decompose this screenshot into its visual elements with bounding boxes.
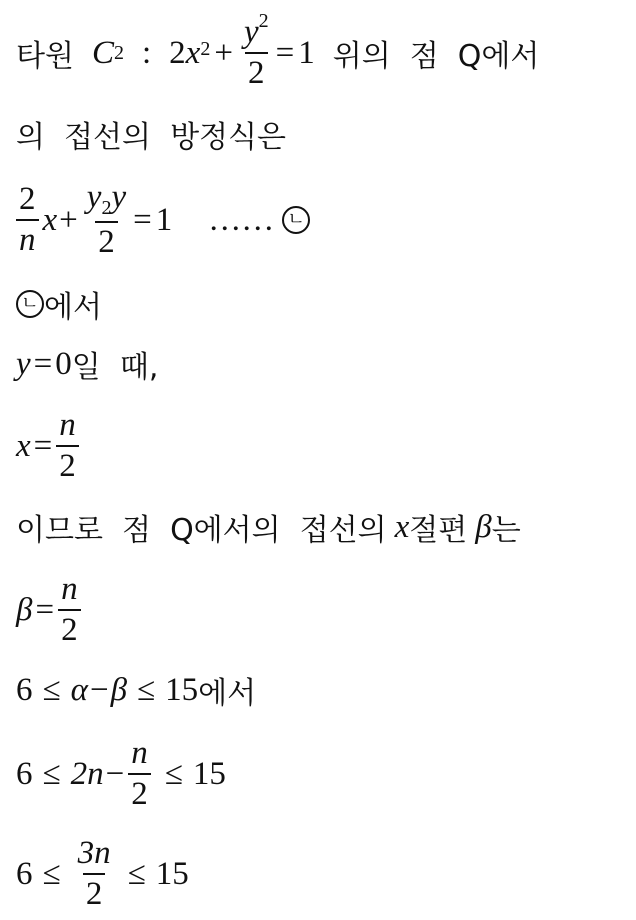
text-from: 에서 bbox=[198, 676, 257, 711]
fraction-3n-over-2 bbox=[75, 836, 114, 911]
line-from-nieun bbox=[16, 284, 102, 324]
minus-sign: − bbox=[89, 671, 109, 708]
fifteen: 15 bbox=[165, 671, 199, 708]
text-from: 에서 bbox=[44, 290, 102, 325]
var-alpha: α bbox=[70, 671, 88, 708]
plus-sign: + bbox=[59, 201, 78, 238]
equals-sign: = bbox=[133, 201, 152, 238]
text-pre: 이므로 점 Q에서의 접선의 bbox=[16, 513, 387, 548]
line-ellipse-def bbox=[16, 10, 540, 91]
var-x: x bbox=[42, 201, 58, 238]
line-ineq-2n bbox=[16, 735, 226, 812]
frac-num-exp: 2 bbox=[258, 10, 269, 33]
exp-two: 2 bbox=[200, 37, 211, 60]
six: 6 bbox=[16, 755, 33, 792]
frac-num: n bbox=[131, 735, 148, 772]
line-x-intercept bbox=[16, 505, 521, 549]
var-x: x bbox=[185, 34, 201, 71]
ellipsis: …… bbox=[208, 201, 275, 238]
var-beta: β bbox=[16, 591, 33, 628]
le-sign: ≤ bbox=[42, 855, 61, 892]
var-x: x bbox=[394, 508, 410, 545]
equals-sign: = bbox=[275, 34, 295, 71]
fraction-y2y-over-2 bbox=[84, 180, 129, 260]
text-when: 일 때, bbox=[71, 350, 159, 385]
line-ineq-3n bbox=[16, 835, 189, 912]
fraction-n-over-2 bbox=[128, 736, 151, 811]
line-ineq-alpha-beta bbox=[16, 670, 256, 710]
plus-sign: + bbox=[214, 34, 233, 71]
equals-sign: = bbox=[33, 345, 53, 382]
equals-sign: = bbox=[35, 591, 55, 628]
var-beta: β bbox=[475, 508, 492, 545]
rhs-one: 1 bbox=[155, 201, 173, 238]
line-x-equals bbox=[16, 407, 83, 484]
fraction-n-over-2 bbox=[58, 572, 81, 647]
frac-num: 3n bbox=[77, 835, 111, 872]
text-prefix: 타원 bbox=[16, 39, 74, 74]
text-suffix: 위의 점 Q에서 bbox=[332, 39, 540, 74]
text-post: 는 bbox=[491, 513, 521, 548]
term-2n: 2n bbox=[70, 755, 104, 792]
le-sign: ≤ bbox=[137, 671, 156, 708]
coef-two: 2 bbox=[169, 34, 186, 71]
equals-sign: = bbox=[33, 427, 53, 464]
rhs-one: 1 bbox=[298, 34, 315, 71]
frac-num: n bbox=[61, 571, 78, 608]
six: 6 bbox=[16, 671, 33, 708]
zero: 0 bbox=[55, 345, 72, 382]
frac-den: 2 bbox=[245, 52, 268, 91]
le-sign: ≤ bbox=[127, 855, 146, 892]
frac-num-y: y bbox=[243, 14, 259, 51]
six: 6 bbox=[16, 855, 33, 892]
line-tangent-intro bbox=[16, 112, 286, 156]
line-beta-equals bbox=[16, 571, 85, 648]
frac2-num-y: y bbox=[86, 179, 102, 216]
frac2-num-sub: 2 bbox=[101, 197, 112, 220]
frac-den: 2 bbox=[83, 873, 106, 912]
circled-nieun-icon: ㄴ bbox=[282, 206, 310, 234]
curve-name: C bbox=[91, 34, 114, 71]
frac1-den: n bbox=[16, 219, 39, 258]
text-intercept: 절편 bbox=[409, 513, 468, 548]
line-tangent-equation bbox=[16, 179, 310, 261]
le-sign: ≤ bbox=[42, 755, 61, 792]
fifteen: 15 bbox=[192, 755, 226, 792]
frac-num: n bbox=[59, 407, 76, 444]
frac-den: 2 bbox=[128, 773, 151, 812]
var-y: y bbox=[16, 345, 31, 382]
circled-nieun-icon: ㄴ bbox=[16, 290, 44, 318]
le-sign: ≤ bbox=[164, 755, 183, 792]
colon: : bbox=[141, 34, 152, 71]
minus-sign: − bbox=[105, 755, 125, 792]
frac-den: 2 bbox=[56, 445, 79, 484]
fraction-n-over-2 bbox=[56, 408, 79, 483]
frac2-den: 2 bbox=[95, 221, 118, 260]
var-beta: β bbox=[110, 671, 128, 708]
text-tangent-intro: 의 접선의 방정식은 bbox=[16, 120, 286, 155]
fraction-2-over-n bbox=[16, 182, 39, 257]
var-x: x bbox=[16, 427, 31, 464]
frac2-num-y2: y bbox=[111, 179, 127, 216]
line-y-zero bbox=[16, 344, 158, 384]
frac-den: 2 bbox=[58, 609, 81, 648]
fifteen: 15 bbox=[155, 855, 189, 892]
fraction-y2-over-2 bbox=[241, 10, 272, 91]
curve-subscript: 2 bbox=[113, 41, 124, 64]
le-sign: ≤ bbox=[42, 671, 61, 708]
frac1-num: 2 bbox=[19, 181, 36, 218]
